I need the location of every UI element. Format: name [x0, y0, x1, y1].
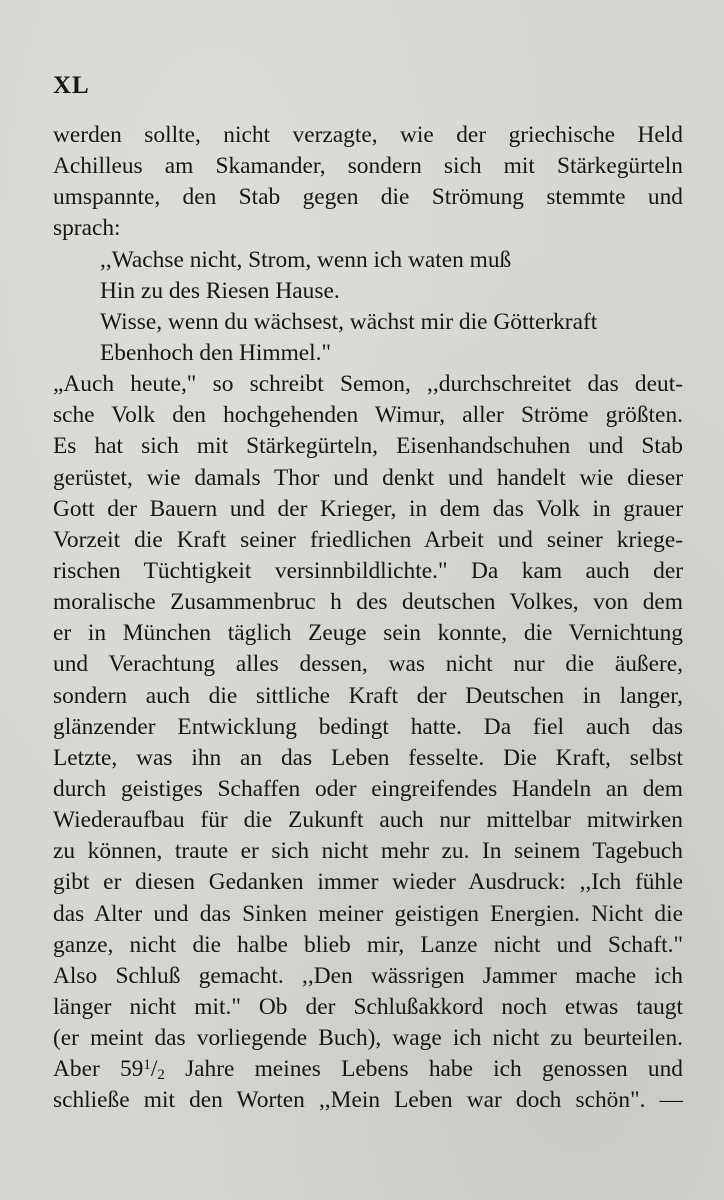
text-line: und Verachtung alles dessen, was nicht nur die äußere,	[53, 651, 683, 678]
text-line: Hin zu des Riesen Hause.	[100, 277, 340, 304]
text-line: Ebenhoch den Himmel."	[100, 339, 332, 366]
text-line-fraction	[53, 1054, 683, 1085]
text-line: Letzte, was ihn an das Leben fesselte. Die Kraft, selbst	[53, 744, 683, 771]
text-line: länger nicht mit." Ob der Schlußakkord noch etwas taugt	[53, 993, 683, 1020]
text-line: Vorzeit die Kraft seiner friedlichen Arbeit und seiner kriege-	[53, 526, 683, 553]
text-line: zu können, traute er sich nicht mehr zu. In seinem Tagebuch	[53, 838, 683, 865]
text-line: sprach:	[53, 215, 121, 242]
text-line: sche Volk den hochgehenden Wimur, aller Ströme größten.	[53, 402, 683, 429]
text-line: durch geistiges Schaffen oder eingreifendes Handeln an dem	[53, 775, 683, 802]
text-line: Wiederaufbau für die Zukunft auch nur mittelbar mitwirken	[53, 807, 683, 834]
text-line-last: schließe mit den Worten ,,Mein Leben war doch schön". —	[53, 1087, 683, 1114]
text-line: Gott der Bauern und der Krieger, in dem das Volk in grauer	[53, 495, 683, 522]
text-line: ,,Wachse nicht, Strom, wenn ich waten muß	[100, 246, 512, 273]
text-line: sondern auch die sittliche Kraft der Deutschen in langer,	[53, 682, 683, 709]
text-line: Achilleus am Skamander, sondern sich mit Stärkegürteln	[53, 153, 683, 180]
text-line: „Auch heute," so schreibt Semon, ,,durchschreitet das deut-	[53, 371, 683, 398]
text-line: er in München täglich Zeuge sein konnte, die Vernichtung	[53, 620, 683, 647]
text-line: ganze, nicht die halbe blieb mir, Lanze nicht und Schaft."	[53, 931, 683, 958]
text-line: werden sollte, nicht verzagte, wie der griechische Held	[53, 122, 683, 148]
text-line: Wisse, wenn du wächsest, wächst mir die Götterkraft	[100, 308, 598, 335]
text-line: moralische Zusammenbruc h des deutschen Volkes, von dem	[53, 589, 683, 616]
page-number: XL	[53, 72, 90, 99]
fraction-line-before: Aber 59	[53, 1056, 144, 1083]
text-lines	[53, 120, 683, 1054]
text-line: Es hat sich mit Stärkegürteln, Eisenhandschuhen und Stab	[53, 433, 683, 460]
text-line: gerüstet, wie damals Thor und denkt und handelt wie dieser	[53, 464, 683, 491]
fraction-slash: /	[150, 1056, 158, 1083]
text-line: gibt er diesen Gedanken immer wieder Ausdruck: ,,Ich fühle	[53, 869, 683, 896]
body-text	[53, 120, 683, 1117]
text-line: Also Schluß gemacht. ,,Den wässrigen Jammer mache ich	[53, 962, 683, 989]
text-line: (er meint das vorliegende Buch), wage ich nicht zu beurteilen.	[53, 1025, 683, 1052]
fraction-line-after: Jahre meines Lebens habe ich genossen und	[164, 1056, 683, 1083]
text-line: glänzender Entwicklung bedingt hatte. Da fiel auch das	[53, 713, 683, 740]
text-line: das Alter und das Sinken meiner geistigen Energien. Nicht die	[53, 900, 683, 927]
text-line: umspannte, den Stab gegen die Strömung stemmte und	[53, 184, 683, 211]
text-line: rischen Tüchtigkeit versinnbildlichte." Da kam auch der	[53, 557, 683, 584]
fraction-numerator: 1	[143, 1057, 151, 1074]
fraction-denominator: 2	[157, 1067, 165, 1084]
